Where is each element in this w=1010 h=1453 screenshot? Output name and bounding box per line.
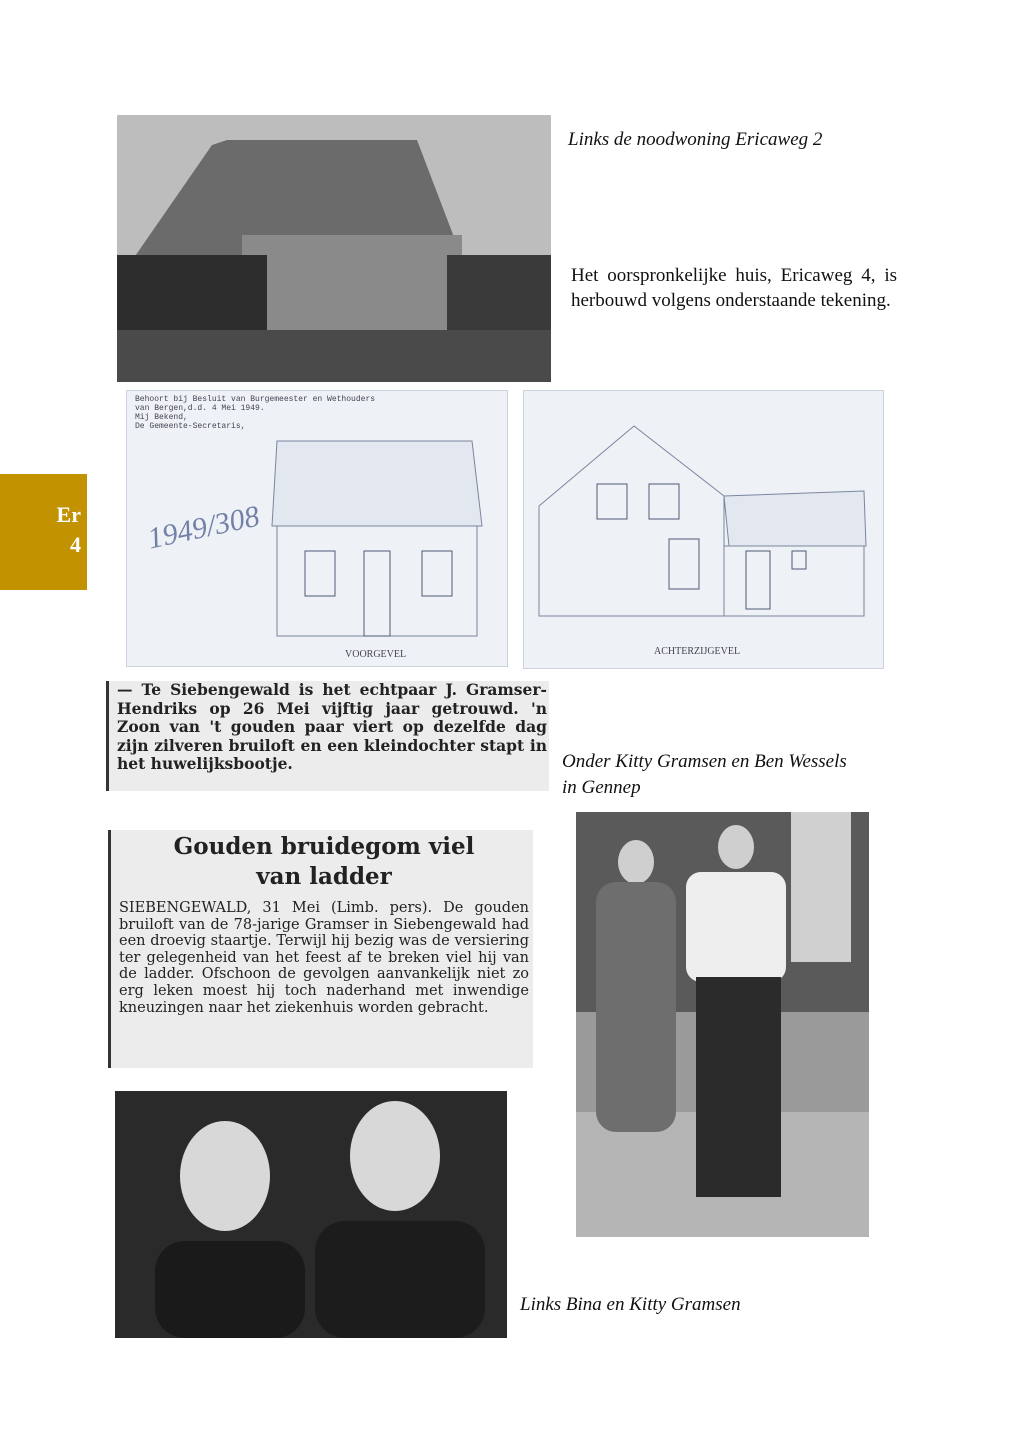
clipping-headline: Gouden bruidegom viel xyxy=(173,833,475,860)
caption-noodwoning: Links de noodwoning Ericaweg 2 xyxy=(568,129,823,150)
tab-label-letters: Er xyxy=(56,502,81,527)
stamp-line: Mij Bekend, xyxy=(135,413,188,422)
clipping-body: SIEBENGEWALD, 31 Mei (Limb. pers). De gouden bruiloft van de 78-jarige Gramser in Siebengewald had een droevig staartje. Terwijl hij bezig was de versiering ter gelegenheid van het feest af te breken viel hij van de ladder. Ofschoon de gevolgen aanvankelijk niet zo erg leken moest hij toch naderhand met inwendige kneuzingen naar het ziekenhuis worden gebracht. xyxy=(119,900,529,1016)
stamp-line: De Gemeente-Secretaris, xyxy=(135,422,246,431)
drawing-voorgevel xyxy=(126,390,508,667)
newspaper-clipping-anniversary xyxy=(106,681,549,791)
clipping-text: — Te Siebengewald is het echtpaar J. Gramser-Hendriks op 26 Mei vijftig jaar getrouwd. 'n Zoon van 't gouden paar viert op dezelfde dag zijn zilveren bruiloft en een kleindochter stapt in het huwelijksbootje. xyxy=(117,681,547,773)
caption-sisters: Links Bina en Kitty Gramsen xyxy=(520,1294,741,1315)
front-elevation-sketch xyxy=(267,431,487,641)
clipping-headline: van ladder xyxy=(256,863,392,890)
paragraph-original-house: Het oorspronkelijke huis, Ericaweg 4, is herbouwd volgens onderstaande tekening. xyxy=(571,265,897,311)
drawing-label-achterzijgevel: ACHTERZIJGEVEL xyxy=(654,646,741,657)
side-elevation-sketch xyxy=(524,391,883,668)
tab-label-number: 4 xyxy=(70,532,81,557)
approval-stamp xyxy=(135,395,375,431)
permit-number: 1949/308 xyxy=(144,499,263,556)
photo-kitty-ben xyxy=(576,812,869,1237)
stamp-line: Behoort bij Besluit van Burgemeester en Wethouders xyxy=(135,395,376,404)
photo-bina-kitty xyxy=(115,1091,507,1338)
drawing-label-voorgevel: VOORGEVEL xyxy=(345,649,407,660)
sisters-photo-graphic xyxy=(115,1091,507,1338)
section-tab xyxy=(0,474,87,590)
couple-photo-graphic xyxy=(576,812,869,1237)
caption-couple-line2: in Gennep xyxy=(562,777,641,798)
drawing-achterzijgevel xyxy=(523,390,884,669)
house-photo-graphic xyxy=(117,115,551,382)
caption-couple-line1: Onder Kitty Gramsen en Ben Wessels xyxy=(562,751,847,772)
photo-noodwoning xyxy=(117,115,551,382)
newspaper-clipping-ladder xyxy=(108,830,533,1068)
stamp-line: van Bergen,d.d. 4 Mei 1949. xyxy=(135,404,265,413)
